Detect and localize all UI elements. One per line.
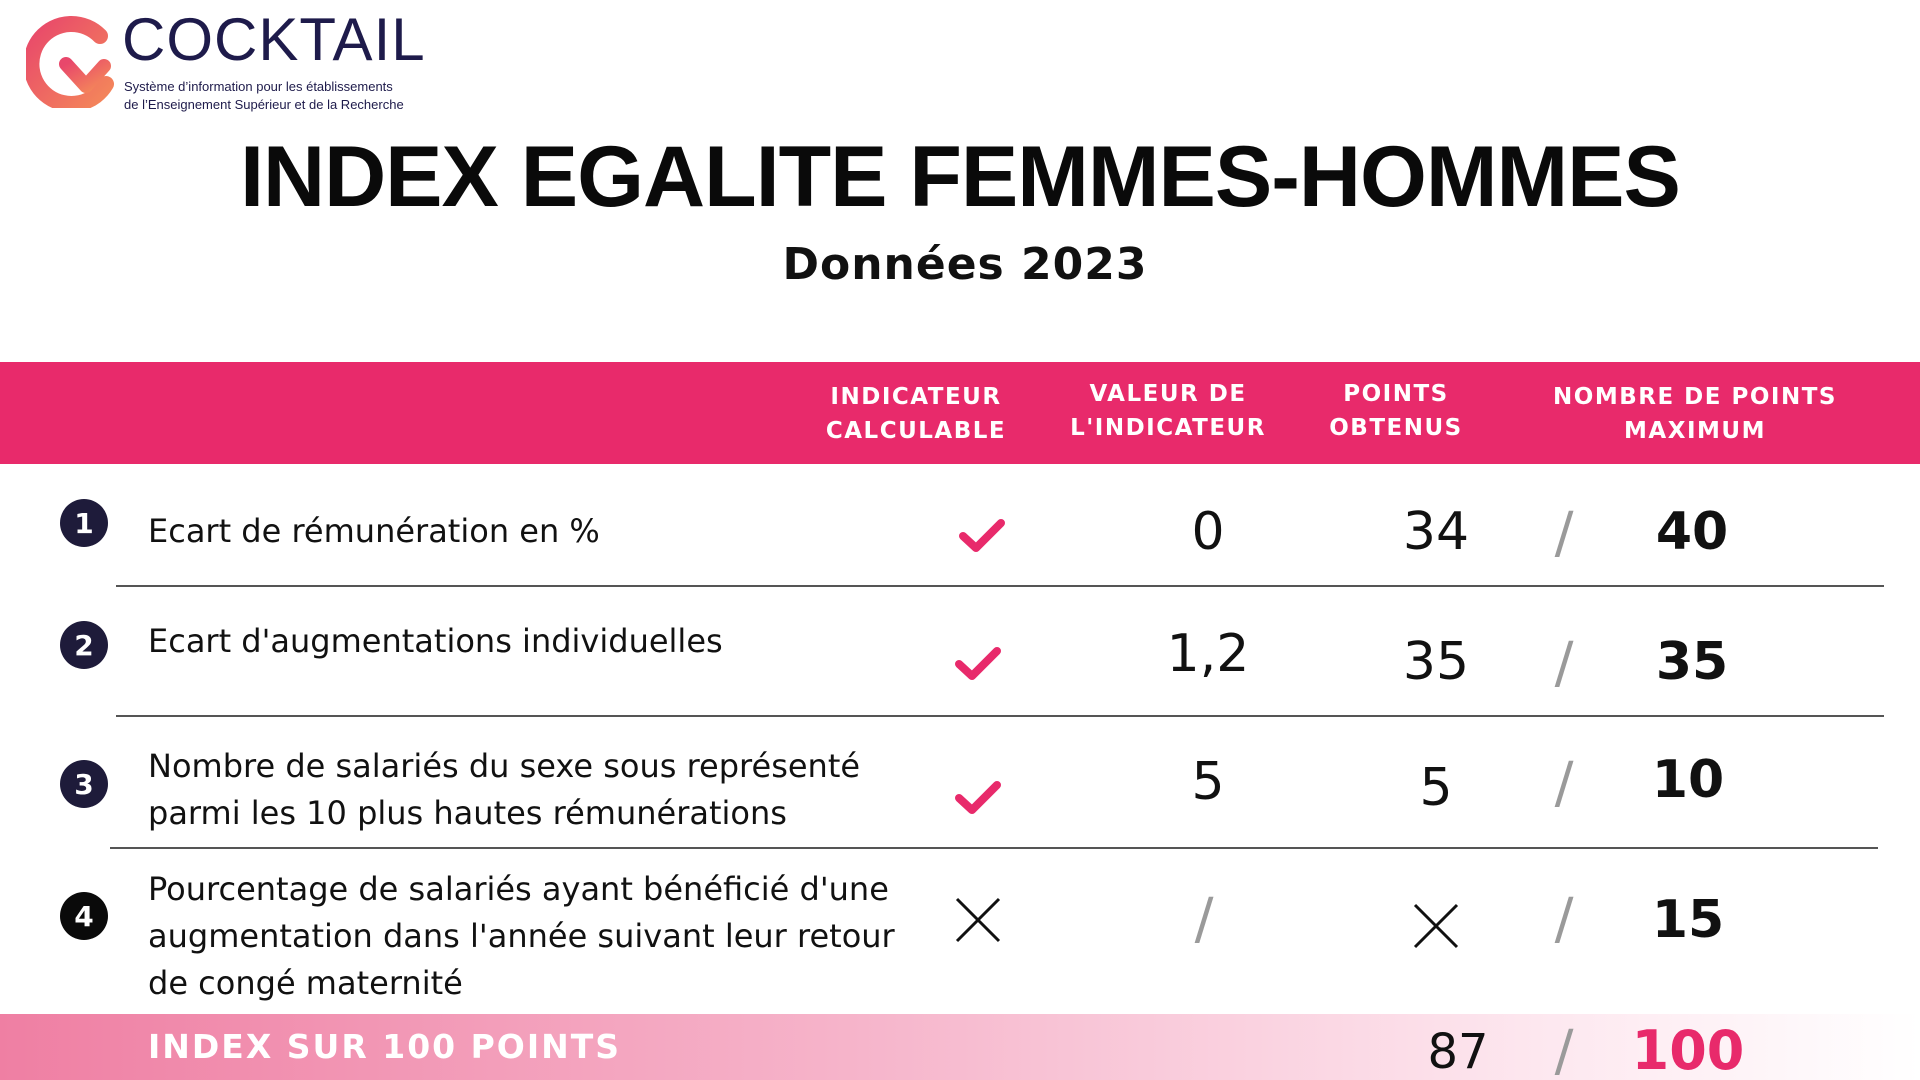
index-total-label: INDEX SUR 100 POINTS — [148, 1027, 622, 1066]
separator-slash: / — [1554, 887, 1574, 952]
page-subtitle: Données 2023 — [782, 239, 1148, 290]
row-label-line: Ecart de rémunération en % — [148, 512, 600, 550]
points-max: 10 — [1651, 750, 1725, 810]
points-obtained: 35 — [1402, 632, 1470, 692]
header-value-line2: L'INDICATEUR — [1070, 415, 1266, 441]
separator-slash: / — [1554, 751, 1574, 816]
header-max-line1: NOMBRE DE POINTS — [1553, 384, 1837, 410]
points-obtained: 34 — [1402, 502, 1470, 562]
brand-tagline-line1: Système d’information pour les établissements — [124, 79, 393, 94]
row-label-line: Nombre de salariés du sexe sous représenté — [148, 747, 861, 785]
indicator-value: / — [1194, 887, 1214, 952]
row-label-line: Pourcentage de salariés ayant bénéficié d'une — [148, 870, 889, 908]
header-value-line1: VALEUR DE — [1089, 381, 1247, 407]
header-max — [1540, 380, 1850, 448]
header-calculable-line2: CALCULABLE — [825, 418, 1007, 444]
points-obtained: 5 — [1419, 758, 1453, 818]
indicator-value: 1,2 — [1166, 624, 1250, 684]
separator-slash: / — [1554, 501, 1574, 566]
header-value — [1058, 377, 1278, 445]
brand-name: COCKTAIL — [122, 6, 426, 73]
row-label-line: parmi les 10 plus hautes rémunérations — [148, 794, 787, 832]
indicator-value: 0 — [1191, 502, 1225, 562]
row-label-line: de congé maternité — [148, 964, 463, 1002]
row-label — [148, 743, 860, 837]
brand-tagline-line2: de l’Enseignement Supérieur et de la Recherche — [124, 97, 404, 112]
row-number-badge: 1 — [60, 499, 108, 547]
row-divider — [110, 847, 1878, 849]
check-icon — [954, 778, 1002, 818]
points-max: 35 — [1655, 632, 1729, 692]
header-points-line1: POINTS — [1343, 381, 1449, 407]
row-divider — [116, 715, 1884, 717]
cross-icon — [954, 896, 1002, 944]
separator-slash: / — [1554, 631, 1574, 696]
row-divider — [116, 585, 1884, 587]
points-max: 40 — [1655, 502, 1729, 562]
check-icon — [958, 516, 1006, 556]
row-label — [148, 618, 723, 665]
row-label-line: augmentation dans l'année suivant leur retour — [148, 917, 895, 955]
row-label — [148, 866, 895, 1007]
cocktail-logo-icon — [26, 14, 114, 108]
header-max-line2: MAXIMUM — [1624, 418, 1766, 444]
brand-tagline — [124, 78, 404, 114]
row-number-badge: 3 — [60, 760, 108, 808]
page-title: INDEX EGALITE FEMMES-HOMMES — [240, 129, 1680, 225]
check-icon — [954, 644, 1002, 684]
row-label — [148, 508, 600, 555]
header-points — [1298, 377, 1494, 445]
table-header — [0, 362, 1920, 464]
header-calculable-line1: INDICATEUR — [830, 384, 1002, 410]
row-label-line: Ecart d'augmentations individuelles — [148, 622, 723, 660]
points-max: 15 — [1651, 890, 1725, 950]
header-calculable — [806, 380, 1026, 448]
index-max-points: 100 — [1631, 1019, 1745, 1080]
index-total-points: 87 — [1427, 1024, 1489, 1080]
indicator-value: 5 — [1191, 752, 1225, 812]
separator-slash: / — [1554, 1019, 1574, 1080]
row-number-badge: 2 — [60, 621, 108, 669]
row-number-badge: 4 — [60, 892, 108, 940]
cross-icon — [1412, 902, 1460, 950]
header-points-line2: OBTENUS — [1329, 415, 1463, 441]
